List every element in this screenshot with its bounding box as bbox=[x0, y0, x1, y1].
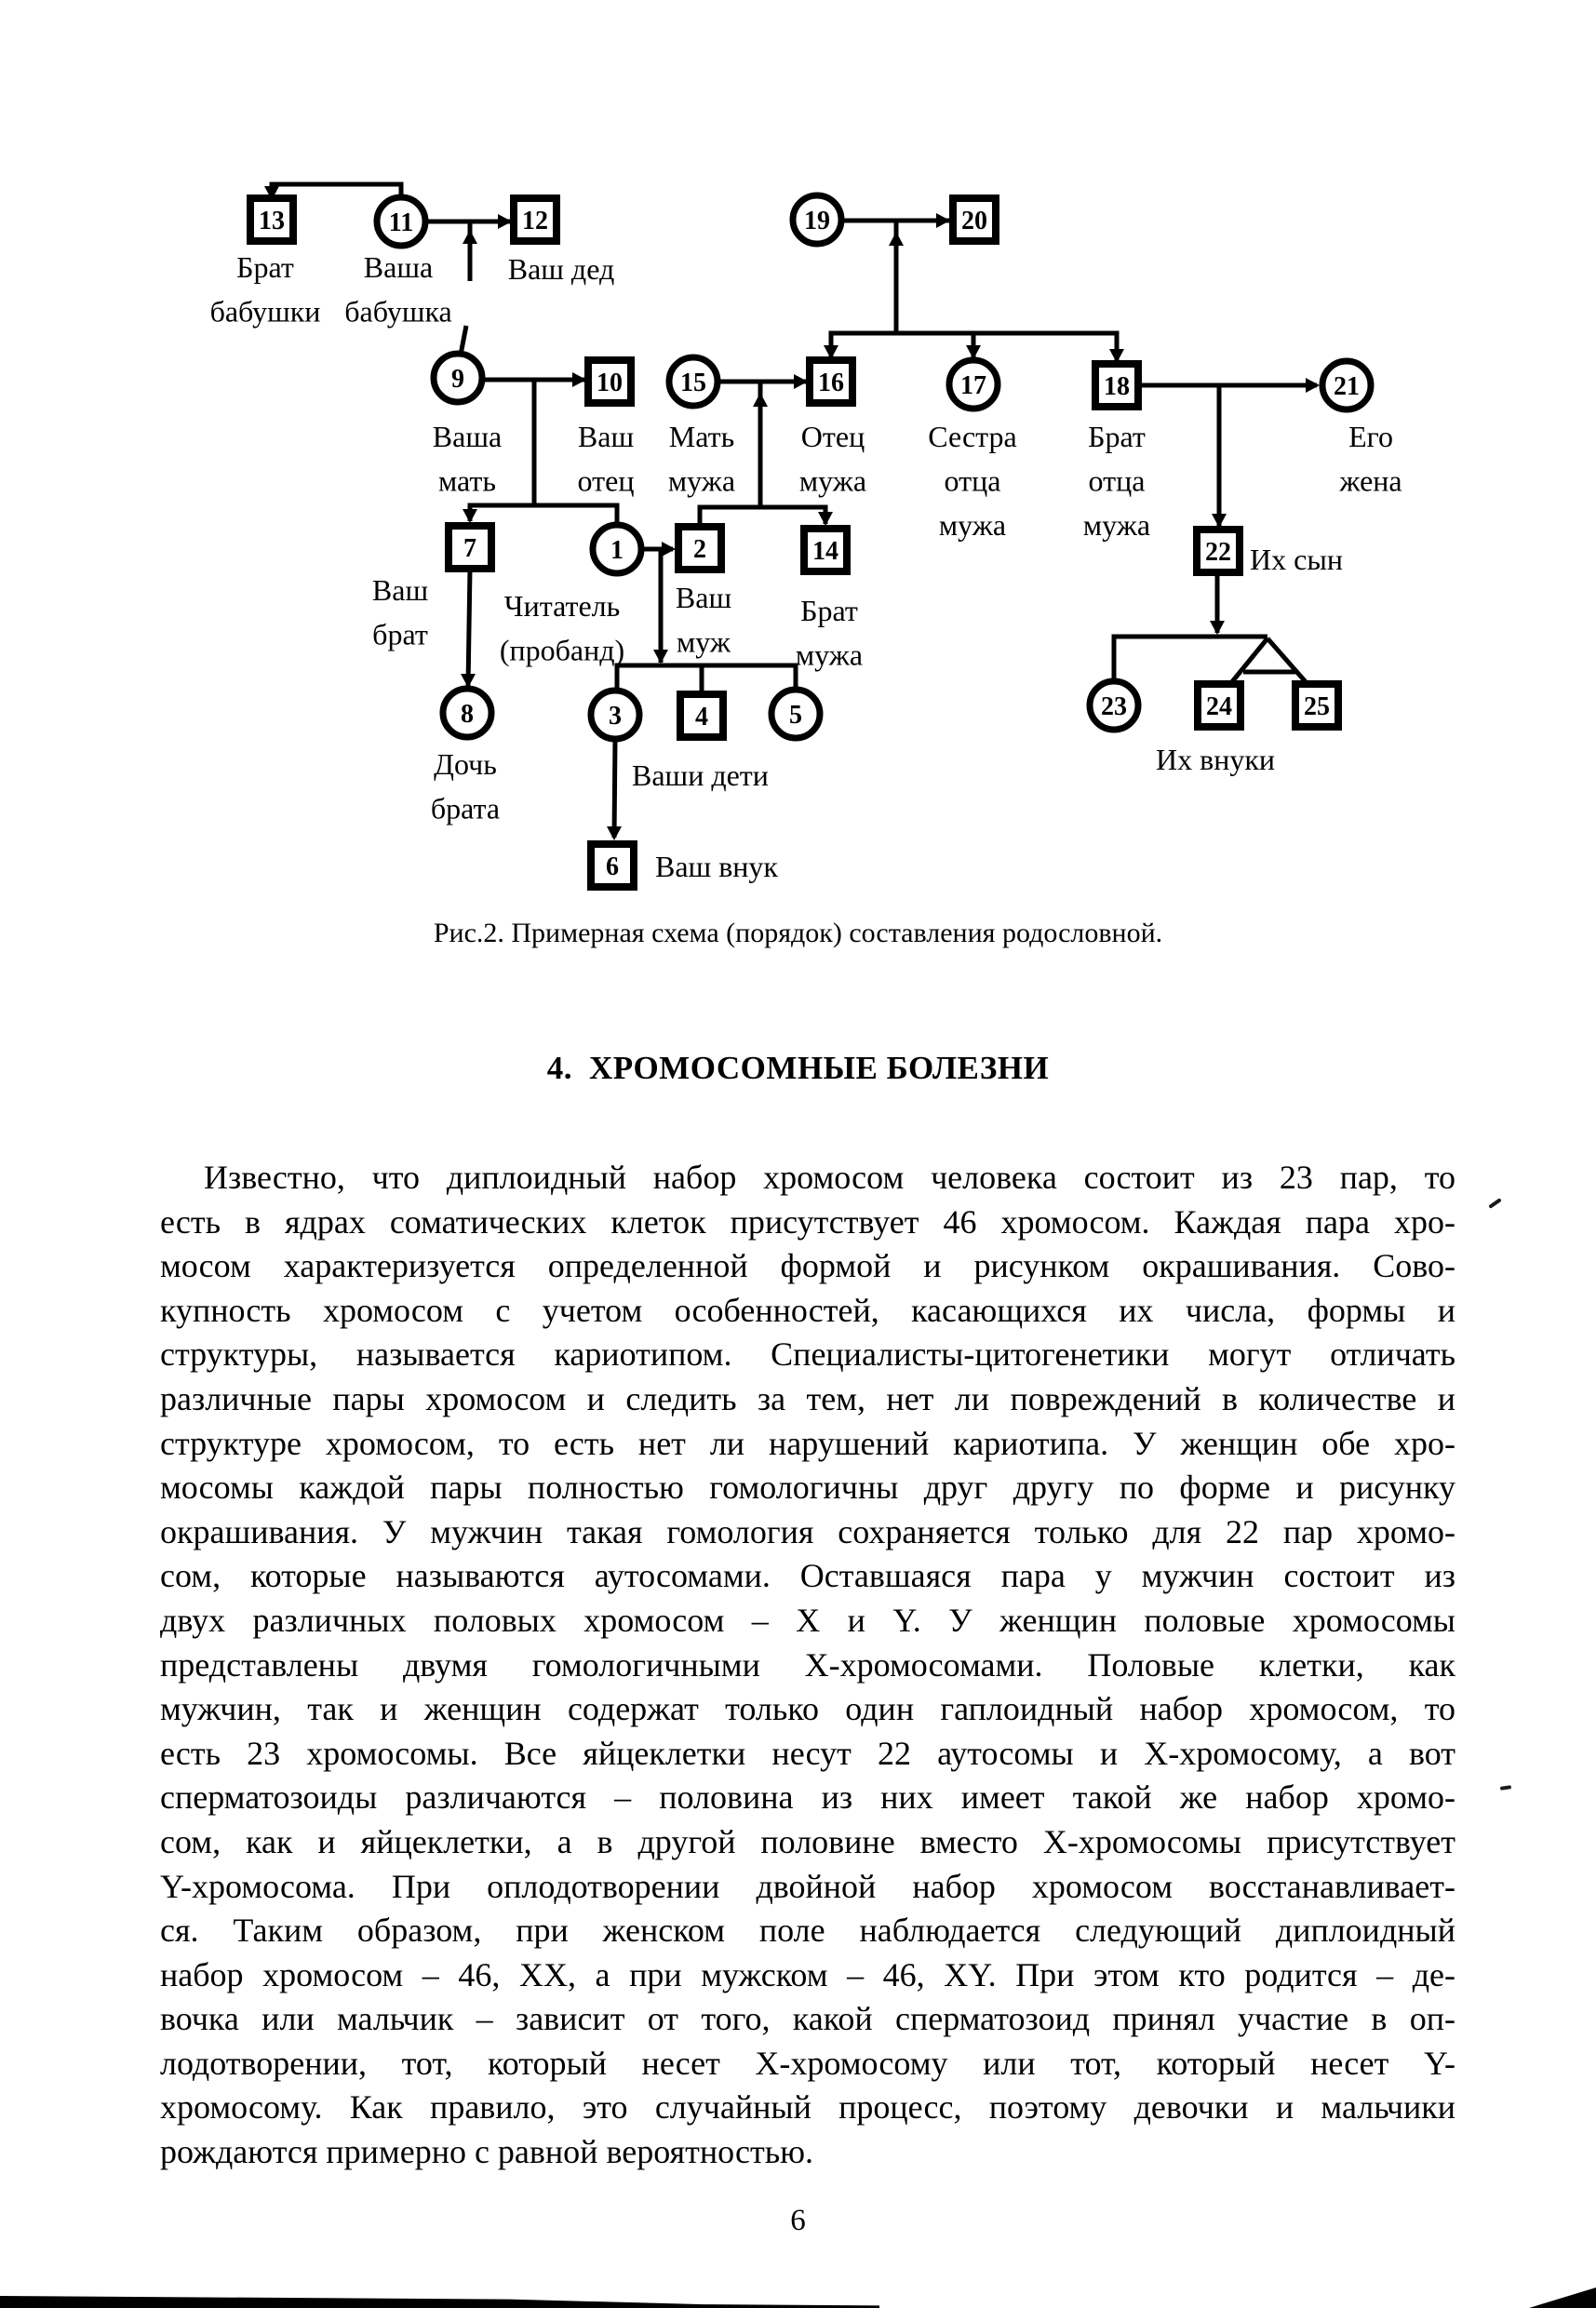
node-number: 16 bbox=[818, 369, 844, 397]
pedigree-node-6 bbox=[591, 844, 634, 887]
pedigree-connector bbox=[1267, 638, 1308, 684]
arrowhead-icon bbox=[753, 393, 768, 407]
pedigree-label: Отец мужа bbox=[798, 420, 867, 498]
body-line: сом, как и яйцеклетки, а в другой половине вместо X-хромосомы присутствует bbox=[160, 1822, 1455, 1860]
arrowhead-icon bbox=[1210, 621, 1225, 635]
pedigree-node-15 bbox=[669, 357, 718, 406]
pedigree-label: Ваши дети bbox=[632, 758, 769, 792]
body-line: ся. Таким образом, при женском поле наблюдается следующий диплоидный bbox=[160, 1912, 1455, 1950]
pedigree-node-12 bbox=[514, 198, 557, 241]
pedigree-label: Брат бабушки bbox=[209, 250, 321, 329]
pedigree-diagram bbox=[0, 0, 1596, 921]
body-line: сом, которые называются аутосомами. Оставшаяся пара у мужчин состоит из bbox=[160, 1557, 1455, 1595]
node-number: 11 bbox=[388, 208, 414, 237]
node-number: 10 bbox=[597, 369, 623, 397]
body-line: различные пары хромосом и следить за тем, нет ли повреждений в количестве и bbox=[160, 1379, 1455, 1417]
arrowhead-icon bbox=[818, 512, 833, 526]
pedigree-node-25 bbox=[1295, 684, 1338, 727]
scan-artifact-bottom-right bbox=[1529, 2288, 1596, 2308]
pedigree-node-23 bbox=[1090, 681, 1138, 730]
body-line: есть в ядрах соматических клеток присутствует 46 хромосом. Каждая пара хро- bbox=[160, 1202, 1455, 1241]
scan-artifact-bottom-left bbox=[0, 2296, 879, 2308]
arrowhead-icon bbox=[463, 230, 477, 244]
body-line: мужчин, так и женщин содержат только один гаплоидный набор хромосом, то bbox=[160, 1690, 1455, 1728]
body-line: мосомы каждой пары полностью гомологичны друг другу по форме и рисунку bbox=[160, 1469, 1455, 1507]
body-line: окрашивания. У мужчин такая гомология сохраняется только для 22 пар хромо- bbox=[160, 1512, 1455, 1550]
pedigree-node-2 bbox=[678, 527, 721, 570]
pedigree-node-1 bbox=[593, 525, 641, 573]
node-number: 12 bbox=[522, 207, 548, 235]
pedigree-connector bbox=[614, 739, 615, 838]
body-line: Известно, что диплоидный набор хромосом человека состоит из 23 пар, то bbox=[204, 1159, 1455, 1196]
pedigree-connector bbox=[461, 326, 466, 355]
arrowhead-icon bbox=[607, 826, 622, 840]
body-line: мосом характеризуется определенной формой и рисунком окрашивания. Сово- bbox=[160, 1247, 1455, 1285]
section-number: 4. bbox=[546, 1050, 572, 1086]
body-line: есть 23 хромосомы. Все яйцеклетки несут 22 аутосомы и X-хромосому, а вот bbox=[160, 1734, 1455, 1772]
arrowhead-icon bbox=[889, 232, 904, 246]
pedigree-label: Ваш муж bbox=[675, 581, 732, 659]
node-number: 25 bbox=[1304, 692, 1330, 721]
pedigree-label: Ваша мать bbox=[432, 420, 503, 498]
body-line: набор хромосом – 46, XX, а при мужском – 46, XY. При этом кто родится – де- bbox=[160, 1955, 1455, 1993]
pedigree-node-4 bbox=[680, 694, 723, 737]
arrowhead-icon bbox=[1212, 514, 1227, 528]
arrowhead-icon bbox=[653, 650, 668, 664]
pedigree-label: Брат отца мужа bbox=[1082, 420, 1151, 542]
node-number: 22 bbox=[1205, 538, 1231, 567]
pedigree-node-7 bbox=[449, 526, 491, 569]
pedigree-node-11 bbox=[377, 197, 425, 246]
pedigree-label: Мать мужа bbox=[667, 420, 736, 498]
scan-artifact-speck-2 bbox=[1500, 1785, 1511, 1791]
node-number: 17 bbox=[960, 371, 986, 400]
pedigree-node-17 bbox=[949, 360, 998, 409]
pedigree-label: Читатель (пробанд) bbox=[499, 589, 625, 667]
node-number: 20 bbox=[961, 207, 987, 235]
pedigree-connector bbox=[468, 569, 470, 686]
node-number: 19 bbox=[804, 207, 830, 235]
pedigree-node-21 bbox=[1322, 361, 1371, 409]
pedigree-label: Брат мужа bbox=[795, 594, 864, 672]
body-line: представлены двумя гомологичными X-хромосомами. Половые клетки, как bbox=[160, 1645, 1455, 1684]
pedigree-node-10 bbox=[588, 360, 631, 403]
pedigree-label: Ваш отец bbox=[577, 420, 635, 498]
section-heading bbox=[0, 1050, 1596, 1087]
pedigree-node-20 bbox=[953, 198, 996, 241]
pedigree-node-19 bbox=[793, 195, 841, 244]
pedigree-connector bbox=[1230, 638, 1267, 684]
node-number: 6 bbox=[606, 852, 619, 881]
body-line: хромосому. Как правило, это случайный процесс, поэтому девочки и мальчики bbox=[160, 2088, 1455, 2127]
node-number: 9 bbox=[451, 365, 464, 394]
arrowhead-icon bbox=[498, 214, 512, 229]
pedigree-label: Ваш дед bbox=[507, 252, 615, 286]
body-line: вочка или мальчик – зависит от того, какой сперматозоид принял участие в оп- bbox=[160, 2000, 1455, 2038]
node-number: 24 bbox=[1206, 692, 1232, 721]
arrowhead-icon bbox=[662, 542, 676, 557]
node-number: 5 bbox=[789, 701, 802, 730]
pedigree-label: Их сын bbox=[1250, 543, 1343, 576]
body-line: двух различных половых хромосом – X и Y. У женщин половые хромосомы bbox=[160, 1601, 1455, 1639]
pedigree-node-5 bbox=[771, 690, 820, 738]
node-number: 2 bbox=[693, 535, 706, 564]
body-line: Y-хромосома. При оплодотворении двойной набор хромосом восстанавливает- bbox=[160, 1867, 1455, 1905]
body-line: структуре хромосом, то есть нет ли нарушений кариотипа. У женщин обе хро- bbox=[160, 1424, 1455, 1462]
section-title: ХРОМОСОМНЫЕ БОЛЕЗНИ bbox=[589, 1050, 1050, 1086]
pedigree-label: Его жена bbox=[1339, 420, 1402, 498]
pedigree-label: Ваш внук bbox=[655, 850, 778, 883]
node-number: 21 bbox=[1334, 372, 1360, 401]
node-number: 8 bbox=[461, 700, 474, 729]
body-paragraph bbox=[160, 1156, 1455, 2175]
pedigree-node-22 bbox=[1197, 530, 1240, 572]
pedigree-node-13 bbox=[250, 198, 293, 241]
pedigree-node-16 bbox=[810, 360, 852, 403]
pedigree-label: Их внуки bbox=[1155, 743, 1276, 776]
body-line: сперматозоиды различаются – половина из них имеет такой же набор хромо- bbox=[160, 1778, 1455, 1817]
pedigree-node-9 bbox=[434, 354, 482, 402]
arrowhead-icon bbox=[794, 374, 808, 389]
pedigree-node-24 bbox=[1198, 684, 1241, 727]
arrowhead-icon bbox=[463, 509, 477, 523]
scan-artifact-speck-1 bbox=[1488, 1198, 1502, 1209]
arrowhead-icon bbox=[936, 213, 950, 228]
pedigree-connector bbox=[617, 665, 796, 690]
node-number: 3 bbox=[609, 702, 622, 731]
node-number: 13 bbox=[259, 207, 285, 235]
body-line: рождаются примерно с равной вероятностью. bbox=[160, 2133, 813, 2171]
pedigree-node-3 bbox=[591, 691, 639, 739]
pedigree-node-8 bbox=[443, 689, 491, 737]
node-number: 7 bbox=[463, 534, 476, 563]
pedigree-node-14 bbox=[804, 529, 847, 571]
pedigree-label: Ваш брат bbox=[371, 573, 429, 651]
pedigree-label: Ваша бабушка bbox=[344, 250, 452, 329]
node-number: 14 bbox=[812, 537, 838, 566]
node-number: 18 bbox=[1104, 372, 1130, 401]
arrowhead-icon bbox=[1306, 378, 1320, 393]
node-number: 4 bbox=[695, 703, 708, 731]
node-number: 15 bbox=[680, 369, 706, 397]
pedigree-label: Сестра отца мужа bbox=[928, 420, 1017, 542]
figure-caption: Рис.2. Примерная схема (порядок) составления родословной. bbox=[433, 918, 1163, 948]
body-line: купность хромосом с учетом особенностей, касающихся их числа, формы и bbox=[160, 1291, 1455, 1329]
pedigree-label: Дочь брата bbox=[430, 747, 501, 825]
pedigree-node-18 bbox=[1095, 364, 1138, 407]
body-line: лодотворении, тот, который несет X-хромосому или тот, который несет Y- bbox=[160, 2044, 1455, 2082]
node-number: 1 bbox=[610, 536, 624, 565]
arrowhead-icon bbox=[572, 372, 586, 387]
node-number: 23 bbox=[1101, 692, 1127, 721]
page-number: 6 bbox=[790, 2204, 806, 2237]
body-line: структуры, называется кариотипом. Специалисты-цитогенетики могут отличать bbox=[160, 1335, 1455, 1374]
